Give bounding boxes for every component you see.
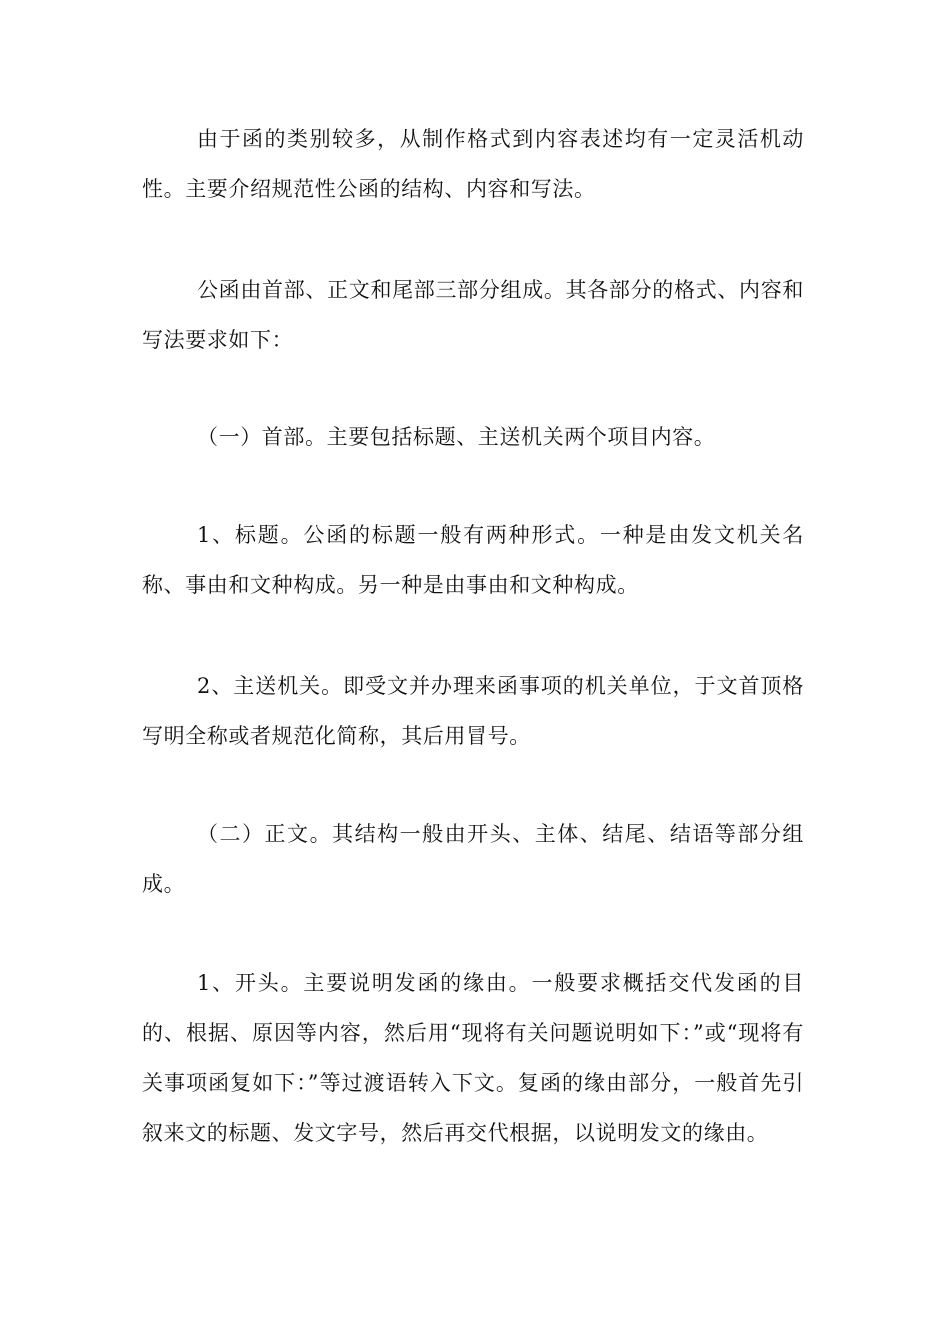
paragraph-opening: 1、开头。主要说明发函的缘由。一般要求概括交代发函的目的、根据、原因等内容，然后用“现将有关问题说明如下：”或“现将有关事项函复如下：”等过渡语转入下文。复函的缘由部分，一般首先引叙来文的标题、发文字号，然后再交代根据，以说明发文的缘由。 — [142, 971, 804, 1145]
paragraph-intro: 由于函的类别较多，从制作格式到内容表述均有一定灵活机动性。主要介绍规范性公函的结构、内容和写法。 — [142, 127, 804, 201]
paragraph-title: 1、标题。公函的标题一般有两种形式。一种是由发文机关名称、事由和文种构成。另一种是由事由和文种构成。 — [142, 523, 804, 597]
paragraph-section-header: （一）首部。主要包括标题、主送机关两个项目内容。 — [197, 425, 716, 449]
paragraph-structure: 公函由首部、正文和尾部三部分组成。其各部分的格式、内容和写法要求如下： — [142, 278, 804, 352]
paragraph-section-body: （二）正文。其结构一般由开头、主体、结尾、结语等部分组成。 — [142, 822, 804, 896]
paragraph-recipient: 2、主送机关。即受文并办理来函事项的机关单位，于文首顶格写明全称或者规范化简称，其后用冒号。 — [142, 674, 804, 748]
